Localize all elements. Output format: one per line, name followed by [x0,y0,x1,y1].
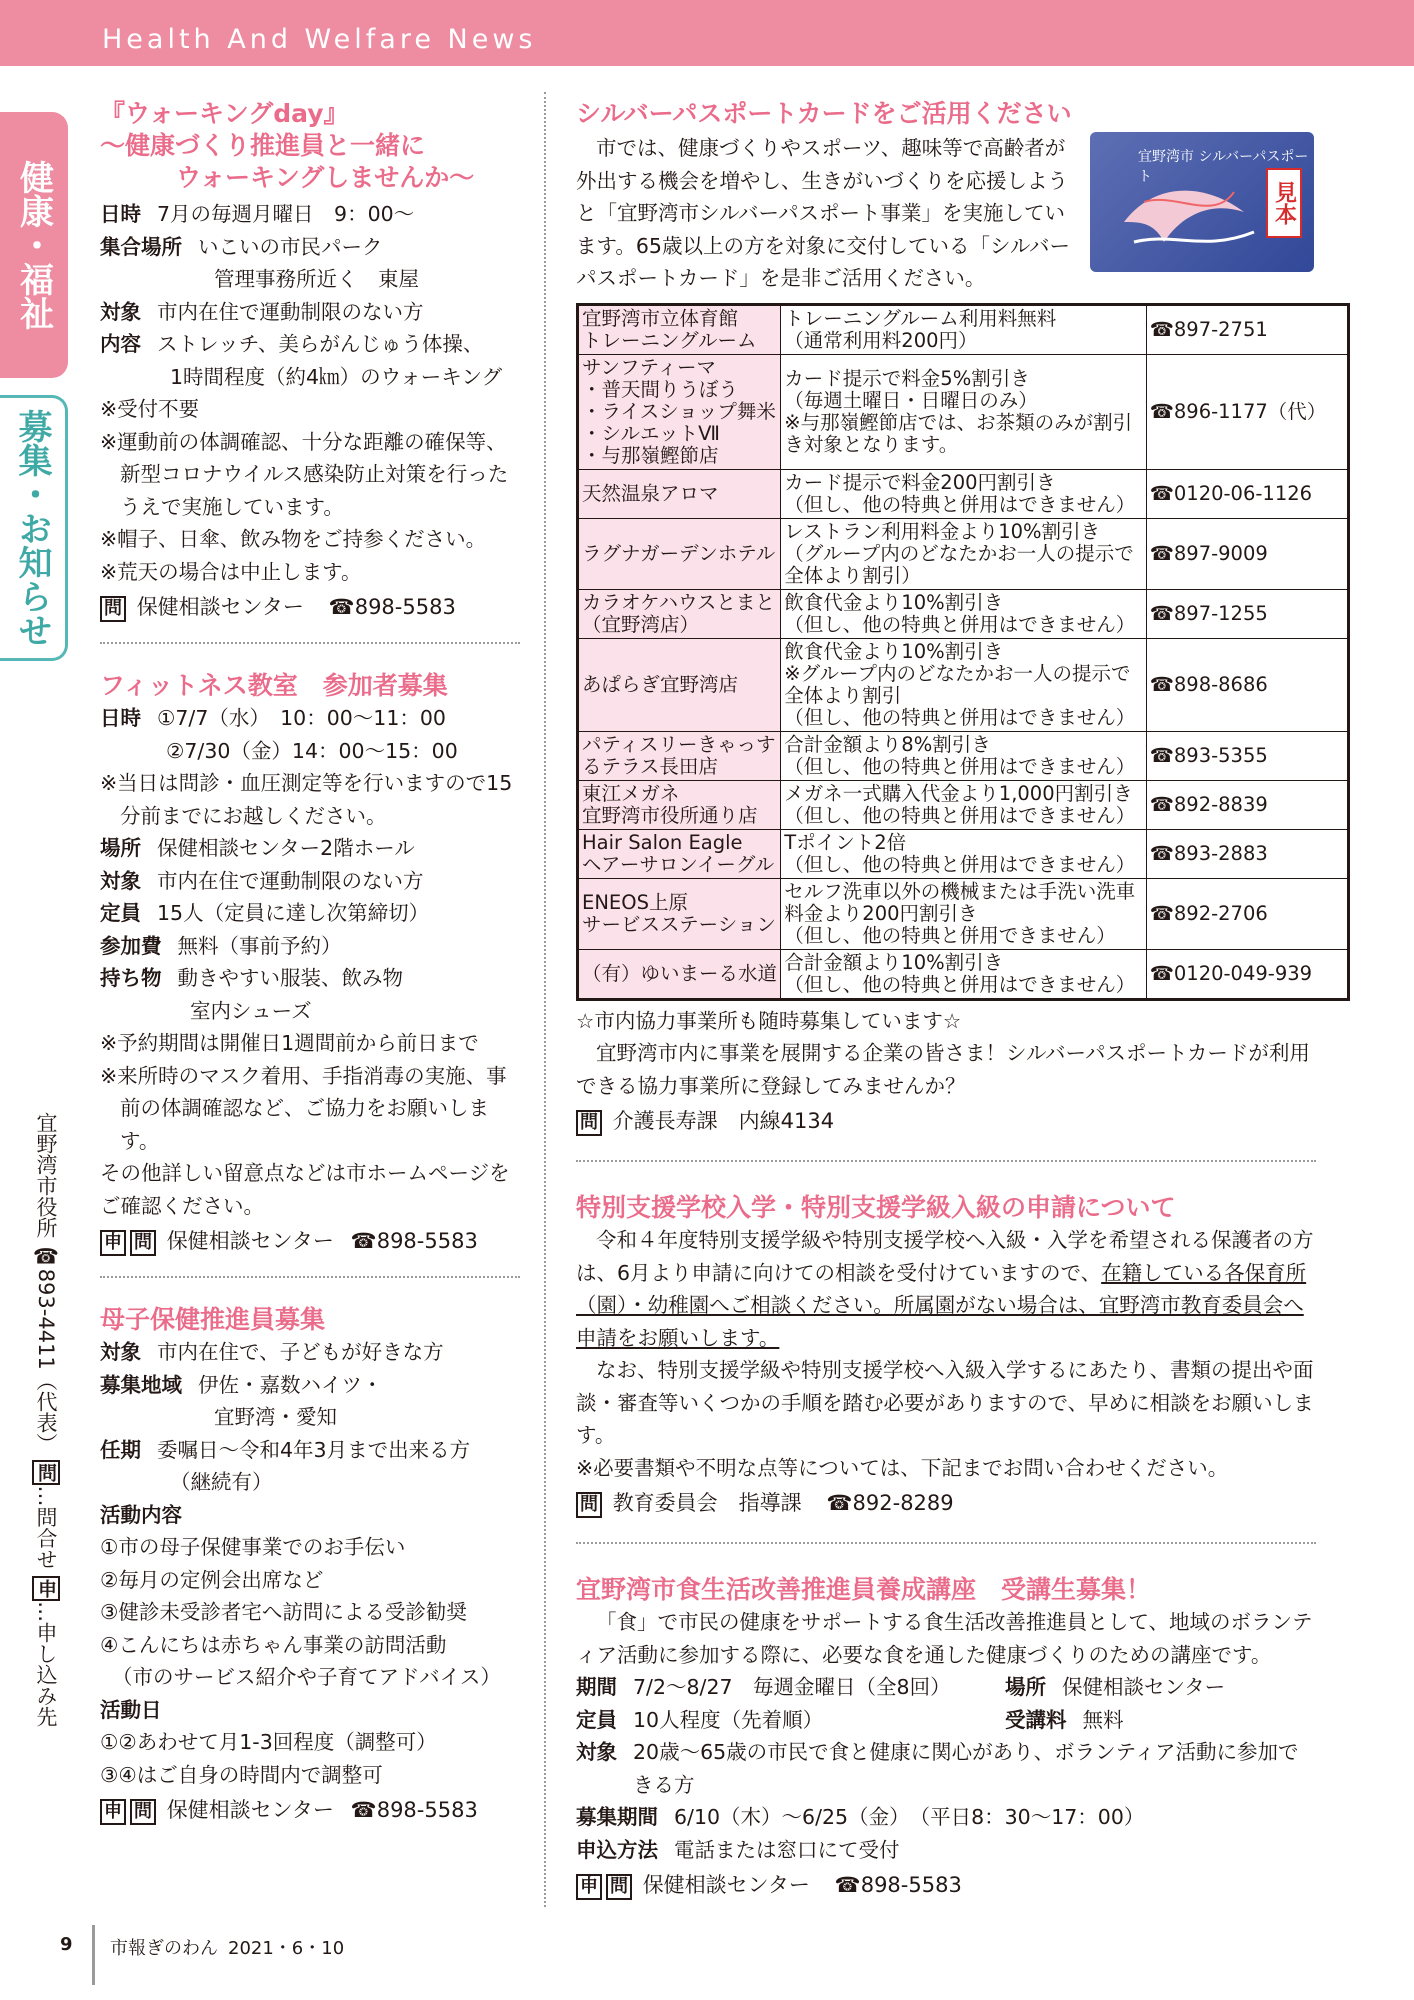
boshi-area-label: 募集地域 [100,1372,182,1397]
fitness-fee-label: 参加費 [100,933,162,958]
boshi-days-2: ③④はご自身の時間内で調整可 [100,1762,383,1787]
food-apply: 電話または窓口にて受付 [674,1837,900,1862]
shop-name: あぱらぎ宜野湾店 [578,638,781,731]
divider [576,1542,1316,1544]
food-place: 保健相談センター [1062,1675,1226,1699]
fitness-place: 保健相談センター2階ホール [157,836,415,860]
passport-card-image [1090,132,1314,272]
special-note: ※必要書類や不明な点等については、下記までお問い合わせください。 [576,1455,1229,1480]
boshi-target: 市内在住で、子どもが好きな方 [157,1340,444,1364]
walking-content-2: 1時間程度（約4㎞）のウォーキング [170,364,503,389]
food-intro: 「食」で市民の健康をサポートする食生活改善推進員として、地域のボランティア活動に参加する際に、必要な食を通した健康づくりのための講座です。 [576,1610,1313,1667]
apply-box: 申 [100,1799,126,1825]
walking-title-2: ～健康づくり推進員と一緒に [100,131,426,160]
fitness-capacity-label: 定員 [100,901,141,925]
food-fee-label: 受講料 [1005,1707,1067,1732]
shop-detail: 合計金額より10%割引き （但し、他の特典と併用はできません） [781,949,1146,999]
walking-content-1: ストレッチ、美らがんじゅう体操、 [157,332,484,356]
fitness-target-label: 対象 [100,868,141,893]
boshi-activity-3: ③健診未受診者宅へ訪問による受診勧奨 [100,1600,467,1624]
left-column [100,98,520,1827]
walking-contact [100,590,520,624]
shop-tel[interactable]: ☎0120-06-1126 [1146,469,1348,518]
food-target: 20歳～65歳の市民で食と健康に関心があり、ボランティア活動に参加できる方 [633,1740,1299,1797]
food-period-label: 期間 [576,1675,617,1699]
boshi-activity-1: ①市の母子保健事業でのお手伝い [100,1535,406,1559]
boshi-term-label: 任期 [100,1437,141,1462]
inquiry-box: 問 [130,1799,156,1825]
side-legend-mou: …申し込み先 [34,1601,58,1728]
apply-box: 申 [100,1230,126,1256]
shop-name: ENEOS上原 サービスステーション [578,878,781,949]
fitness-title: フィットネス教室 参加者募集 [100,671,448,700]
shop-name: 天然温泉アロマ [578,469,781,518]
side-tel: ☎893-4411（代表） [34,1244,58,1454]
footer-date: 2021・6・10 [228,1938,345,1959]
boshi-days-label: 活動日 [100,1697,162,1722]
card-name: 宜野湾市 シルバーパスポート [1138,149,1309,185]
passport-recruit-note: ☆市内協力事業所も随時募集しています☆ [576,1008,962,1033]
column-divider [544,92,546,1907]
walking-date-label: 日時 [100,202,141,226]
shop-detail: メガネ一式購入代金より1,000円割引き （但し、他の特典と併用はできません） [781,780,1146,829]
boshi-contact-tel[interactable]: ☎898-5583 [350,1798,478,1822]
walking-contact-tel[interactable]: ☎898-5583 [328,595,456,619]
boshi-activity-2: ②毎月の定例会出席など [100,1567,324,1592]
food-capacity-label: 定員 [576,1707,617,1732]
shop-row [578,780,1349,829]
footer-page-number: 9 [60,1934,73,1955]
special-contact-tel[interactable]: ☎892-8289 [826,1491,954,1515]
food-section [576,1574,1316,1902]
shop-name: カラオケハウスとまと （宜野湾店） [578,589,781,638]
header-title: Health And Welfare News [102,24,537,55]
divider [100,642,520,644]
shop-tel[interactable]: ☎898-8686 [1146,638,1348,731]
side-office: 宜野湾市役所 [34,1112,58,1238]
special-p1-underline: 在籍している各保育所（園）・幼稚園へご相談ください。所属園がない場合は、宜野湾市教育委員会へ申請をお願いします。 [576,1260,1307,1350]
food-title: 宜野湾市食生活改善推進員養成講座 受講生募集！ [576,1575,1152,1604]
tab-health-welfare[interactable]: 健康・福祉 [0,112,68,378]
shop-tel[interactable]: ☎892-2706 [1146,878,1348,949]
inquiry-box: 問 [576,1110,602,1136]
special-p1 [576,1224,1316,1354]
side-info [30,1112,62,1872]
shop-name: （有）ゆいまーる水道 [578,949,781,999]
food-fee: 無料 [1082,1707,1124,1732]
walking-note-1: ※受付不要 [100,397,200,421]
fitness-contact [100,1224,520,1258]
shop-tel[interactable]: ☎893-5355 [1146,731,1348,780]
shop-name: 宜野湾市立体育館 トレーニングルーム [578,304,781,354]
fitness-note-1: ※当日は問診・血圧測定等を行いますので15分前までにお越しください。 [100,771,513,828]
shop-name: Hair Salon Eagle ヘアーサロンイーグル [578,829,781,878]
fitness-date-2: ②7/30（金）14：00～15：00 [166,738,458,763]
walking-contact-name: 保健相談センター [136,595,304,619]
shop-detail: セルフ洗車以外の機械または手洗い洗車料金より200円割引き （但し、他の特典と併用できません） [781,878,1146,949]
passport-recruit-text: 宜野湾市内に事業を展開する企業の皆さま！シルバーパスポートカードが利用できる協力事業所に登録してみませんか？ [576,1041,1310,1098]
fitness-section [100,670,520,1258]
passport-contact [576,1104,1316,1138]
shop-tel[interactable]: ☎897-2751 [1146,304,1348,354]
special-section [576,1192,1316,1520]
header-band [0,0,1414,66]
fitness-place-label: 場所 [100,836,141,860]
passport-title: シルバーパスポートカードをご活用ください [576,99,1072,128]
side-legend-toi: …問合せ [34,1485,58,1570]
food-recruit-label: 募集期間 [576,1805,658,1829]
boshi-area-1: 伊佐・嘉数ハイツ・ [198,1372,383,1397]
food-capacity: 10人程度（先着順） [633,1707,824,1732]
card-figure-icon [1114,162,1264,272]
fitness-capacity: 15人（定員に達し次第締切） [157,901,430,925]
shop-row [578,949,1349,999]
side-legend-mou-box: 申 [32,1576,60,1601]
fitness-contact-name: 保健相談センター [166,1229,334,1253]
fitness-note-3: ※来所時のマスク着用、手指消毒の実施、事前の体調確認など、ご協力をお願いします。 [100,1063,507,1153]
walking-title-1: 『ウォーキングday』 [100,99,349,128]
fitness-items-1: 動きやすい服装、飲み物 [177,966,403,990]
shop-detail: 飲食代金より10%割引き ※グループ内のどなたかお一人の提示で全体より割引 （但し、他の特典と併用はできません） [781,638,1146,731]
shop-tel[interactable]: ☎896-1177（代） [1146,354,1348,469]
shop-name: ラグナガーデンホテル [578,518,781,589]
walking-place-label: 集合場所 [100,234,182,259]
food-period: 7/2～8/27 毎週金曜日（全8回） [633,1675,951,1699]
walking-title-3: ウォーキングしませんか～ [176,163,475,192]
apply-box: 申 [576,1874,602,1900]
special-title: 特別支援学校入学・特別支援学級入級の申請について [576,1193,1176,1222]
fitness-more: その他詳しい留意点などは市ホームページをご確認ください。 [100,1161,510,1218]
shop-name: 東江メガネ 宜野湾市役所通り店 [578,780,781,829]
shop-detail: Tポイント2倍 （但し、他の特典と併用はできません） [781,829,1146,878]
walking-section [100,98,520,624]
fitness-date-1: ①7/7（水） 10：00～11：00 [157,706,446,730]
boshi-target-label: 対象 [100,1340,141,1364]
side-legend-toi-box: 問 [32,1460,60,1485]
boshi-activity-4: ④こんにちは赤ちゃん事業の訪問活動 [100,1632,447,1657]
fitness-note-2: ※予約期間は開催日1週間前から前日まで [100,1031,479,1055]
inquiry-box: 問 [130,1230,156,1256]
fitness-items-label: 持ち物 [100,966,162,990]
walking-place-1: いこいの市民パーク [198,234,383,259]
shop-row [578,589,1349,638]
inquiry-box: 問 [100,596,126,622]
food-target-label: 対象 [576,1740,617,1764]
special-contact [576,1486,1316,1520]
food-contact [576,1868,1316,1902]
shop-row [578,638,1349,731]
shop-detail: トレーニングルーム利用料無料 （通常利用料200円） [781,304,1146,354]
walking-note-4: ※荒天の場合は中止します。 [100,559,362,584]
shop-tel[interactable]: ☎0120-049-939 [1146,949,1348,999]
shop-tel[interactable]: ☎893-2883 [1146,829,1348,878]
food-apply-label: 申込方法 [576,1837,658,1862]
food-contact-name: 保健相談センター [642,1873,810,1897]
inquiry-box: 問 [576,1492,602,1518]
right-column [576,98,1327,1902]
shop-detail: レストラン利用料金より10%割引き （グループ内のどなたかお一人の提示で全体より割引） [781,518,1146,589]
boshi-contact [100,1793,520,1827]
walking-note-2: ※運動前の体調確認、十分な距離の確保等、新型コロナウイルス感染防止対策を行ったうえで実施しています。 [100,429,509,519]
shop-detail: カード提示で料金200円割引き （但し、他の特典と併用はできません） [781,469,1146,518]
shop-row [578,304,1349,354]
divider [100,1276,520,1278]
fitness-contact-tel[interactable]: ☎898-5583 [350,1229,478,1253]
fitness-items-2: 室内シューズ [190,998,312,1023]
fitness-date-label: 日時 [100,706,141,730]
walking-place-2: 管理事務所近く 東屋 [214,267,419,291]
fitness-target: 市内在住で運動制限のない方 [157,868,424,893]
shop-table [576,303,1350,1001]
shop-tel[interactable]: ☎897-1255 [1146,589,1348,638]
boshi-days-1: ①②あわせて月1-3回程度（調整可） [100,1730,437,1754]
shop-row [578,829,1349,878]
shop-row [578,878,1349,949]
boshi-activity-5: （市のサービス紹介や子育てアドバイス） [112,1665,501,1689]
shop-row [578,469,1349,518]
passport-intro: 市では、健康づくりやスポーツ、趣味等で高齢者が外出する機会を増やし、生きがいづくりを応援しようと「宜野湾市シルバーパスポート事業」を実施しています。65歳以上の方を対象に交付している「シルバーパスポートカード」を是非ご活用ください。 [576,136,1070,290]
shop-name: パティスリーきゃっするテラス長田店 [578,731,781,780]
food-recruit: 6/10（木）～6/25（金） （平日8：30～17：00） [674,1805,1145,1829]
divider [576,1160,1316,1162]
boshi-activity-label: 活動内容 [100,1502,182,1527]
shop-row [578,731,1349,780]
walking-date: 7月の毎週月曜日 9：00～ [157,202,415,226]
walking-target-label: 対象 [100,299,141,324]
shop-name: サンフティーマ ・普天間りうぼう ・ライスショップ舞米 ・シルエットⅦ ・与那嶺鰹節店 [578,354,781,469]
shop-detail: 飲食代金より10%割引き （但し、他の特典と併用はできません） [781,589,1146,638]
shop-tel[interactable]: ☎892-8839 [1146,780,1348,829]
walking-content-label: 内容 [100,332,141,356]
footer-name: 市報ぎのわん [110,1938,218,1959]
boshi-area-2: 宜野湾・愛知 [214,1405,337,1429]
boshi-term-2: （継続有） [170,1470,273,1494]
walking-note-3: ※帽子、日傘、飲み物をご持参ください。 [100,527,487,551]
card-sample-stamp: 見本 [1266,168,1302,238]
shop-row [578,354,1349,469]
footer-divider [92,1925,95,1985]
food-place-label: 場所 [1005,1675,1046,1699]
boshi-section [100,1304,520,1827]
boshi-term-1: 委嘱日～令和4年3月まで出来る方 [157,1437,471,1462]
special-contact-name: 教育委員会 指導課 [612,1491,802,1515]
shop-row [578,518,1349,589]
special-p2: なお、特別支援学級や特別支援学校へ入級入学するにあたり、書類の提出や面談・審査等いくつかの手順を踏む必要がありますので、早めに相談をお願いします。 [576,1358,1314,1447]
shop-detail: カード提示で料金5%割引き （毎週土曜日・日曜日のみ） ※与那嶺鰹節店では、お茶類のみが割引き対象となります。 [781,354,1146,469]
special-p1-a: 令和４年度特別支援学級や特別支援学校へ入級・入学を希望される保護者の方は、6月より申請に向けての相談を受付けていますので、 [576,1228,1314,1285]
shop-detail: 合計金額より8%割引き （但し、他の特典と併用はできません） [781,731,1146,780]
boshi-contact-name: 保健相談センター [166,1798,334,1822]
boshi-title: 母子保健推進員募集 [100,1305,326,1334]
inquiry-box: 問 [606,1874,632,1900]
passport-section [576,98,1327,1138]
shop-tel[interactable]: ☎897-9009 [1146,518,1348,589]
fitness-fee: 無料（事前予約） [177,933,342,958]
walking-target: 市内在住で運動制限のない方 [157,299,424,324]
food-contact-tel[interactable]: ☎898-5583 [834,1873,962,1897]
tab-recruit-notice[interactable]: 募集・お知らせ [0,395,68,661]
passport-contact-name: 介護長寿課 内線4134 [612,1109,835,1133]
